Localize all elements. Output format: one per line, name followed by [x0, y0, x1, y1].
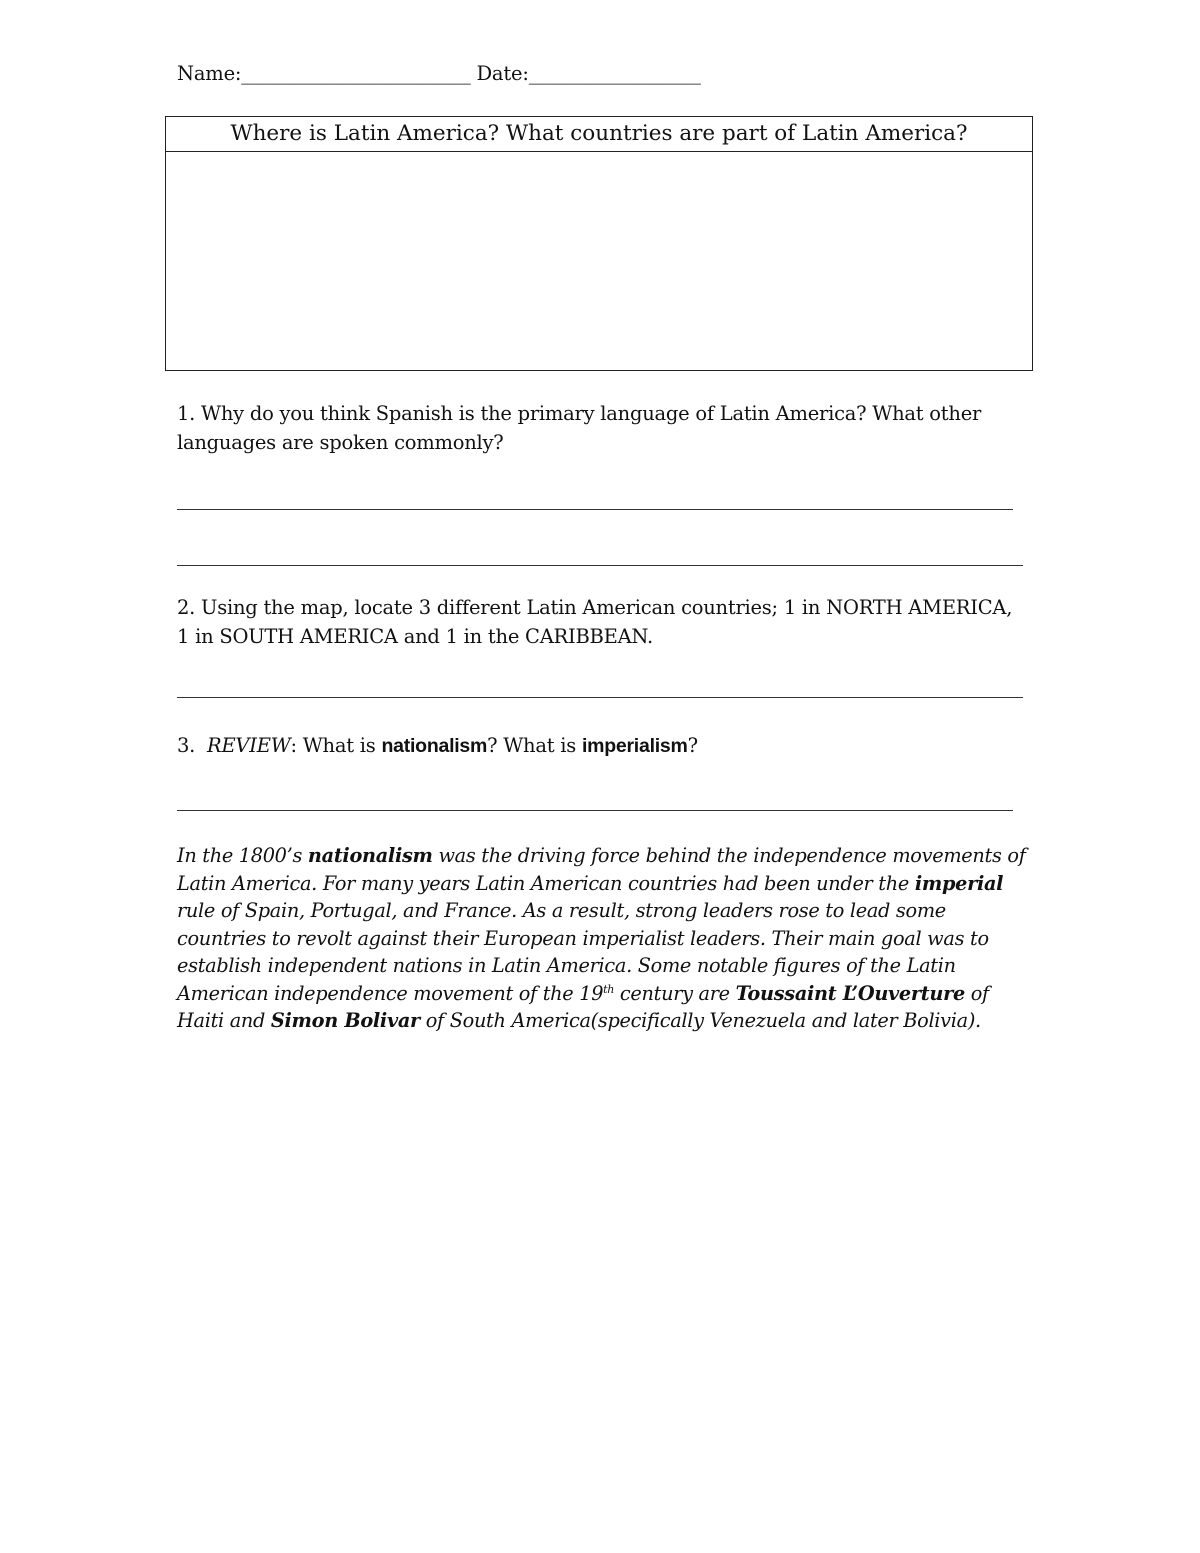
question-1: 1. Why do you think Spanish is the primary language of Latin America? What other languages are spoken commonly? [177, 402, 982, 454]
question-box [165, 116, 1033, 371]
passage-term-nationalism: nationalism [307, 844, 433, 867]
passage-text-5: of Haiti and [177, 981, 989, 1032]
name-label: Name: [177, 62, 242, 85]
passage-term-imperial: imperial [914, 871, 1004, 895]
answer-line-3[interactable] [177, 810, 1013, 811]
answer-line-1a[interactable] [177, 509, 1013, 510]
date-label: Date: [476, 62, 529, 85]
reading-passage [177, 842, 1027, 1035]
answer-line-2[interactable] [177, 697, 1023, 698]
name-field[interactable]: ________________________ [241, 62, 471, 85]
passage-name-toussaint: Toussaint L’Ouverture [735, 981, 965, 1005]
box-title: Where is Latin America? What countries are part of Latin America? [166, 117, 1032, 152]
passage-text-1: In the 1800’s [177, 844, 308, 867]
passage-superscript: th [603, 982, 615, 996]
question-2: 2. Using the map, locate 3 different Latin American countries; 1 in NORTH AMERICA, 1 in SOUTH AMERICA and 1 in the CARIBBEAN. [177, 596, 1013, 648]
passage-text-6: of South America(specifically Venezuela and later Bolivia). [419, 1009, 981, 1032]
q3-number: 3. [177, 734, 196, 757]
q3-term-nationalism: nationalism [381, 735, 488, 757]
passage-text-4: century are [614, 981, 736, 1005]
q3-text-c: ? [687, 734, 698, 757]
header-line [177, 62, 701, 85]
box-answer-area[interactable] [166, 152, 1032, 370]
question-3 [177, 731, 1027, 761]
q3-text-a: : What is [290, 734, 382, 757]
answer-line-1b[interactable] [177, 565, 1023, 566]
date-field[interactable]: __________________ [528, 62, 701, 85]
passage-text-2: was the driving force behind the independence movements of Latin America. For many years Latin American countries had been under the [177, 844, 1026, 895]
passage-text-3: rule of Spain, Portugal, and France. As a result, strong leaders rose to lead some countries to revolt against their European imperialist leaders. Their main goal was to establish independent nations in Latin America. Some notable figures of the Latin American independence movement of the 19 [177, 899, 989, 1005]
q3-term-imperialism: imperialism [581, 735, 688, 757]
q3-text-b: ? What is [487, 734, 582, 757]
q3-review: REVIEW [207, 734, 291, 757]
passage-name-bolivar: Simon Bolivar [270, 1009, 420, 1032]
